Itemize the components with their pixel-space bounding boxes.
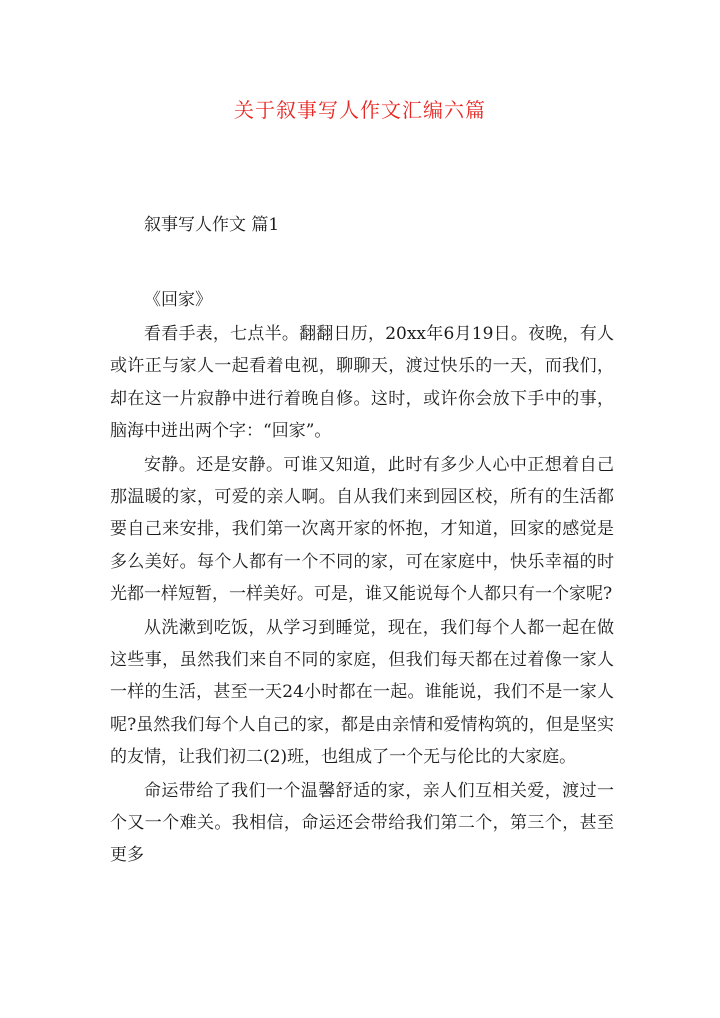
section-heading: 叙事写人作文 篇1 [144, 215, 280, 235]
document-title: 关于叙事写人作文汇编六篇 [234, 98, 486, 122]
paragraph: 从洗漱到吃饭，从学习到睡觉，现在，我们每个人都一起在做这些事，虽然我们来自不同的家庭，但我们每天都在过着像一家人一样的生活，甚至一天24小时都在一起。谁能说，我们不是一家人呢?虽然我们每个人自己的家，都是由亲情和爱情构筑的，但是坚实的友情，让我们初二(2)班，也组成了一个无与伦比的大家庭。 [110, 618, 614, 767]
essay-title: 《回家》 [144, 290, 212, 310]
paragraph: 命运带给了我们一个温馨舒适的家，亲人们互相关爱，渡过一个又一个难关。我相信，命运还会带给我们第二个，第三个，甚至更多 [110, 781, 614, 866]
paragraph: 看看手表，七点半。翻翻日历，20xx年6月19日。夜晚，有人或许正与家人一起看着电视，聊聊天，渡过快乐的一天，而我们，却在这一片寂静中进行着晚自修。这时，或许你会放下手中的事，脑海中迸出两个字：“回家”。 [110, 324, 614, 441]
essay-body [110, 284, 614, 872]
paragraph: 安静。还是安静。可谁又知道，此时有多少人心中正想着自己那温暖的家，可爱的亲人啊。自从我们来到园区校，所有的生活都要自己来安排，我们第一次离开家的怀抱，才知道，回家的感觉是多么美好。每个人都有一个不同的家，可在家庭中，快乐幸福的时光都一样短暂，一样美好。可是，谁又能说每个人都只有一个家呢? [110, 455, 614, 604]
